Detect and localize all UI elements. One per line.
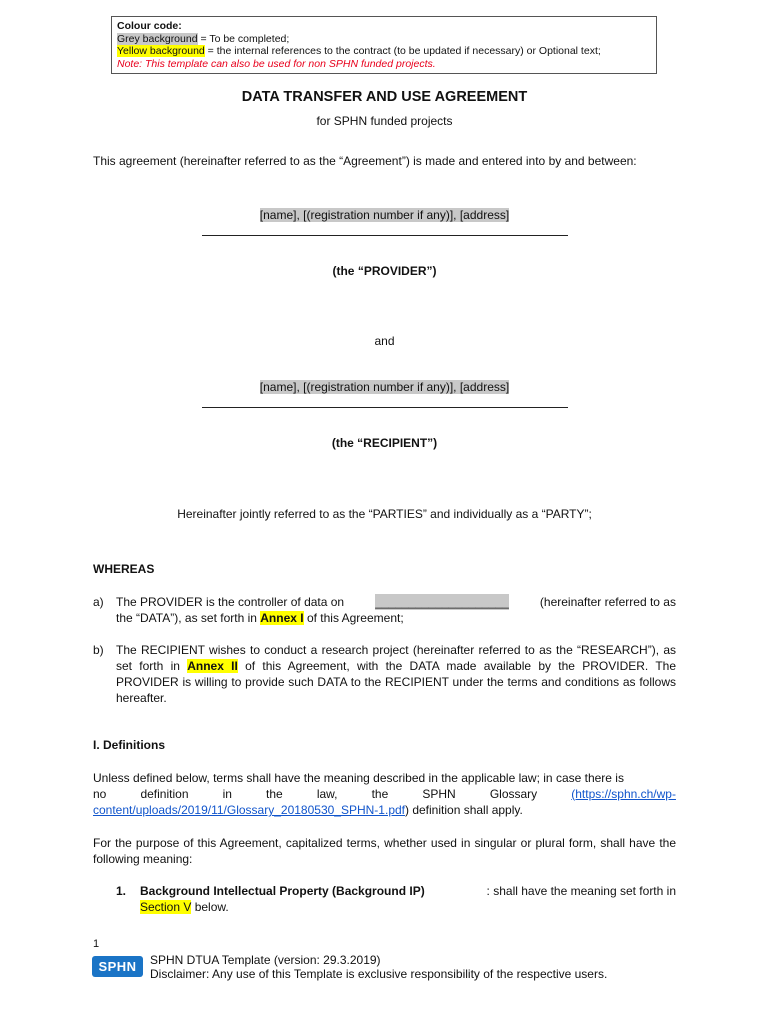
text-span: definition bbox=[140, 787, 189, 801]
text-span: the “DATA”), as set forth in bbox=[116, 611, 261, 625]
grey-label: Grey background bbox=[117, 32, 198, 45]
colour-code-heading: Colour code: bbox=[117, 20, 182, 32]
grey-legend bbox=[117, 33, 651, 46]
text-span: SPHN bbox=[422, 787, 456, 801]
intro-paragraph: This agreement (hereinafter referred to as the “Agreement”) is made and entered into by and between: bbox=[93, 154, 637, 168]
text-span: of this Agreement; bbox=[303, 611, 404, 625]
definition-item-1-body bbox=[140, 883, 676, 915]
definition-item-1-line1 bbox=[140, 883, 676, 899]
text-span: the bbox=[266, 787, 283, 801]
yellow-description: = the internal references to the contract (to be updated if necessary) or Optional text; bbox=[204, 45, 601, 57]
text-span: ) definition shall apply. bbox=[405, 803, 523, 817]
provider-fields[interactable]: [name], [(registration number if any)], [address] bbox=[259, 208, 510, 222]
text-span: law, bbox=[316, 787, 338, 801]
text-span: The RECIPIENT wishes to conduct a research project (hereinafter referred to as the “RESEARCH”), as set forth in bbox=[116, 643, 676, 673]
text-span: no bbox=[93, 787, 107, 801]
definitions-line3 bbox=[93, 802, 676, 818]
text-span: : shall have the meaning set forth in bbox=[486, 884, 676, 898]
whereas-item-a-line2 bbox=[116, 610, 676, 626]
recipient-role: (the “RECIPIENT”) bbox=[331, 436, 438, 450]
annex-ii-reference: Annex II bbox=[187, 659, 238, 673]
annex-i-reference: Annex I bbox=[260, 611, 304, 625]
whereas-item-a-line1 bbox=[116, 594, 676, 610]
text-span: of this Agreement, with the DATA made available by the PROVIDER. The PROVIDER is willing to provide such DATA to the RECIPIENT under the terms and conditions as follows hereafter. bbox=[116, 659, 676, 705]
definitions-line2 bbox=[93, 786, 676, 802]
recipient-fields[interactable]: [name], [(registration number if any)], [address] bbox=[259, 380, 510, 394]
grey-description: = To be completed; bbox=[197, 32, 290, 45]
text-span: below. bbox=[191, 900, 229, 914]
jointly-paragraph: Hereinafter jointly referred to as the “PARTIES” and individually as a “PARTY”; bbox=[177, 507, 592, 521]
data-description-blank[interactable]: ____________________ bbox=[375, 595, 509, 609]
and-text: and bbox=[374, 334, 395, 348]
recipient-fields-line bbox=[93, 380, 676, 394]
recipient-signature-rule bbox=[202, 407, 568, 408]
yellow-legend bbox=[117, 45, 651, 58]
document-subtitle: for SPHN funded projects bbox=[316, 114, 453, 128]
provider-signature-rule bbox=[202, 235, 568, 236]
whereas-item-a bbox=[93, 594, 676, 628]
text-span: Glossary bbox=[489, 787, 538, 801]
glossary-link-start[interactable]: (https://sphn.ch/wp- bbox=[571, 787, 676, 801]
list-marker: b) bbox=[93, 643, 104, 657]
provider-role: (the “PROVIDER”) bbox=[332, 264, 437, 278]
list-marker: 1. bbox=[116, 884, 127, 898]
text-span: (hereinafter referred to as bbox=[539, 595, 676, 609]
whereas-item-b-body bbox=[116, 642, 676, 706]
whereas-item-a-body bbox=[116, 594, 676, 626]
section-v-reference: Section V bbox=[140, 900, 192, 914]
text-span: the bbox=[371, 787, 389, 801]
whereas-item-b bbox=[93, 642, 676, 708]
template-note: Note: This template can also be used for non SPHN funded projects. bbox=[117, 57, 436, 70]
list-marker: a) bbox=[93, 595, 104, 609]
definition-item-1-line2 bbox=[140, 899, 676, 915]
definition-item-1 bbox=[116, 883, 676, 917]
whereas-heading: WHEREAS bbox=[93, 562, 155, 576]
colour-code-box bbox=[111, 16, 657, 74]
document-title: DATA TRANSFER AND USE AGREEMENT bbox=[241, 89, 528, 105]
page-number: 1 bbox=[93, 938, 100, 950]
sphn-logo: SPHN bbox=[92, 956, 143, 977]
yellow-label: Yellow background bbox=[117, 45, 205, 57]
definitions-paragraph-2: For the purpose of this Agreement, capitalized terms, whether used in singular or plural form, shall have the following meaning: bbox=[93, 836, 676, 866]
text-span: in bbox=[222, 787, 232, 801]
footer-version: SPHN DTUA Template (version: 29.3.2019) bbox=[150, 953, 381, 967]
definitions-paragraph-1 bbox=[93, 770, 676, 818]
text-span: The PROVIDER is the controller of data on bbox=[116, 595, 345, 609]
definitions-heading: I. Definitions bbox=[93, 738, 165, 752]
definitions-line1: Unless defined below, terms shall have the meaning described in the applicable law; in case there is bbox=[93, 771, 624, 785]
footer-disclaimer: Disclaimer: Any use of this Template is exclusive responsibility of the respective users. bbox=[150, 967, 608, 981]
glossary-link[interactable]: content/uploads/2019/11/Glossary_20180530_SPHN-1.pdf bbox=[93, 803, 405, 817]
footer-text bbox=[150, 953, 607, 981]
defined-term: Background Intellectual Property (Background IP) bbox=[140, 884, 425, 898]
provider-fields-line bbox=[93, 208, 676, 222]
